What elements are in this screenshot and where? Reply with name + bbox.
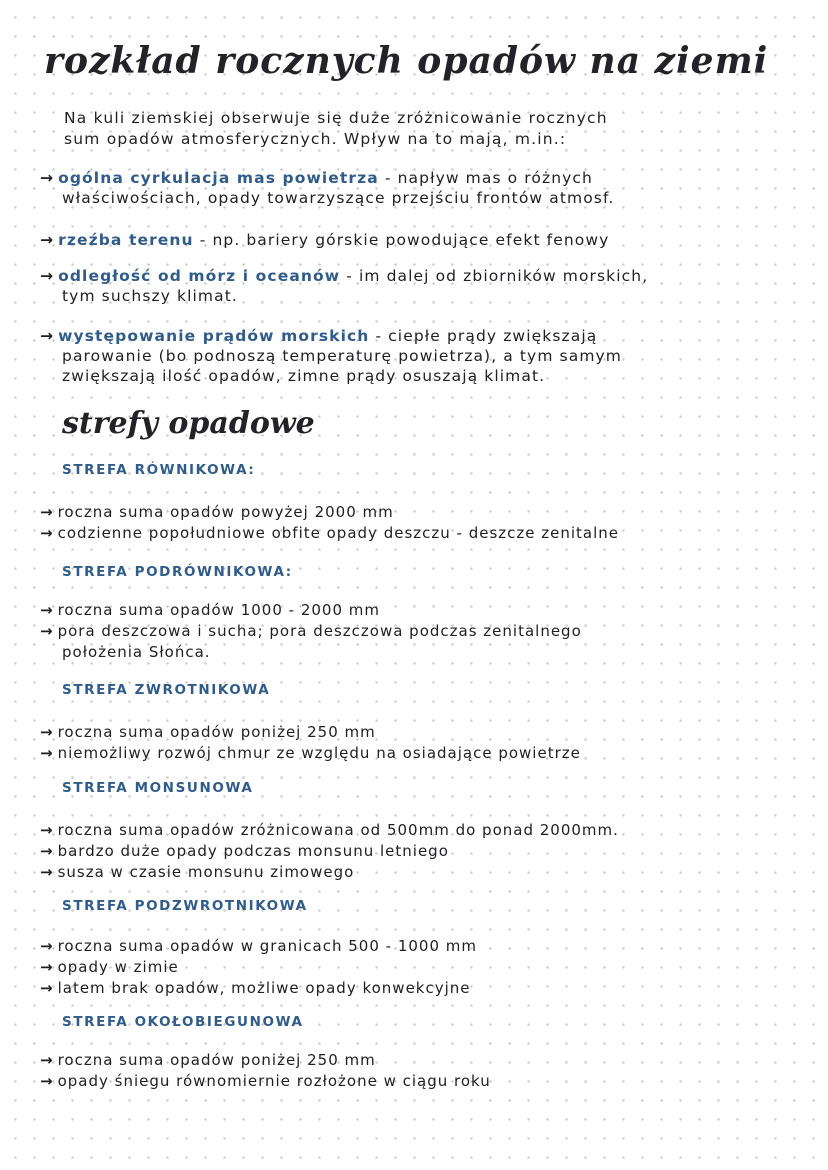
zone-list (40, 502, 810, 544)
list-item: roczna suma opadów poniżej 250 mm (57, 1051, 376, 1069)
arrow-icon: → (40, 723, 54, 741)
factor-circulation (40, 168, 800, 208)
arrow-icon: → (40, 937, 54, 955)
factor-text: właściwościach, opady towarzyszące przejściu frontów atmosf. (62, 189, 615, 207)
arrow-icon: → (40, 327, 55, 345)
arrow-icon: → (40, 601, 54, 619)
zone-heading: STREFA ZWROTNIKOWA (62, 682, 271, 698)
arrow-icon: → (40, 524, 54, 542)
arrow-icon: → (40, 1051, 54, 1069)
factor-text: - ciepłe prądy zwiększają (369, 327, 598, 345)
zone-heading: STREFA PODZWROTNIKOWA (62, 898, 308, 914)
factor-name: odległość od mórz i oceanów (58, 267, 341, 285)
arrow-icon: → (40, 958, 54, 976)
list-item: roczna suma opadów 1000 - 2000 mm (57, 601, 380, 619)
factor-distance (40, 266, 800, 306)
zone-list (40, 722, 810, 764)
factor-text: - im dalej od zbiorników morskich, (340, 267, 649, 285)
arrow-icon: → (40, 821, 54, 839)
intro-line: Na kuli ziemskiej obserwuje się duże zróżnicowanie rocznych (64, 109, 608, 127)
page-title: rozkład rocznych opadów na ziemi (44, 40, 769, 82)
factor-text: parowanie (bo podnoszą temperaturę powietrza), a tym samym (62, 347, 622, 365)
list-item: roczna suma opadów poniżej 250 mm (57, 723, 376, 741)
arrow-icon: → (40, 622, 54, 640)
arrow-icon: → (40, 231, 55, 249)
intro-paragraph (64, 108, 784, 150)
zone-list (40, 820, 810, 883)
factor-name: rzeźba terenu (58, 231, 194, 249)
arrow-icon: → (40, 979, 54, 997)
arrow-icon: → (40, 863, 54, 881)
list-item: latem brak opadów, możliwe opady konwekcyjne (57, 979, 471, 997)
list-item: pora deszczowa i sucha; pora deszczowa podczas zenitalnego (57, 622, 582, 640)
factor-text: - np. bariery górskie powodujące efekt fenowy (193, 231, 610, 249)
list-item: roczna suma opadów powyżej 2000 mm (57, 503, 394, 521)
list-item-continuation: położenia Słońca. (62, 643, 211, 661)
zone-list (40, 1050, 810, 1092)
section-title: strefy opadowe (62, 406, 315, 441)
arrow-icon: → (40, 267, 55, 285)
list-item: opady śniegu równomiernie rozłożone w ciągu roku (57, 1072, 491, 1090)
arrow-icon: → (40, 169, 55, 187)
zone-list (40, 936, 810, 999)
list-item: bardzo duże opady podczas monsunu letniego (57, 842, 449, 860)
zone-heading: STREFA OKOŁOBIEGUNOWA (62, 1014, 304, 1030)
factor-name: ogólna cyrkulacja mas powietrza (58, 169, 379, 187)
intro-line: sum opadów atmosferycznych. Wpływ na to mają, m.in.: (64, 130, 567, 148)
arrow-icon: → (40, 842, 54, 860)
list-item: roczna suma opadów w granicach 500 - 1000 mm (57, 937, 477, 955)
factor-text: tym suchszy klimat. (62, 287, 238, 305)
arrow-icon: → (40, 1072, 54, 1090)
list-item: niemożliwy rozwój chmur ze względu na osiadające powietrze (57, 744, 581, 762)
zone-heading: STREFA MONSUNOWA (62, 780, 254, 796)
list-item: opady w zimie (57, 958, 179, 976)
zone-heading: STREFA RÓWNIKOWA: (62, 462, 256, 478)
factor-relief (40, 230, 800, 250)
factor-name: występowanie prądów morskich (58, 327, 370, 345)
arrow-icon: → (40, 503, 54, 521)
zone-list (40, 600, 810, 663)
zone-heading: STREFA PODRÓWNIKOWA: (62, 564, 293, 580)
list-item: susza w czasie monsunu zimowego (57, 863, 355, 881)
list-item: codzienne popołudniowe obfite opady deszczu - deszcze zenitalne (57, 524, 620, 542)
list-item: roczna suma opadów zróżnicowana od 500mm do ponad 2000mm. (57, 821, 619, 839)
arrow-icon: → (40, 744, 54, 762)
factor-text: zwiększają ilość opadów, zimne prądy osuszają klimat. (62, 367, 546, 385)
factor-currents (40, 326, 800, 386)
factor-text: - napływ mas o różnych (378, 169, 593, 187)
